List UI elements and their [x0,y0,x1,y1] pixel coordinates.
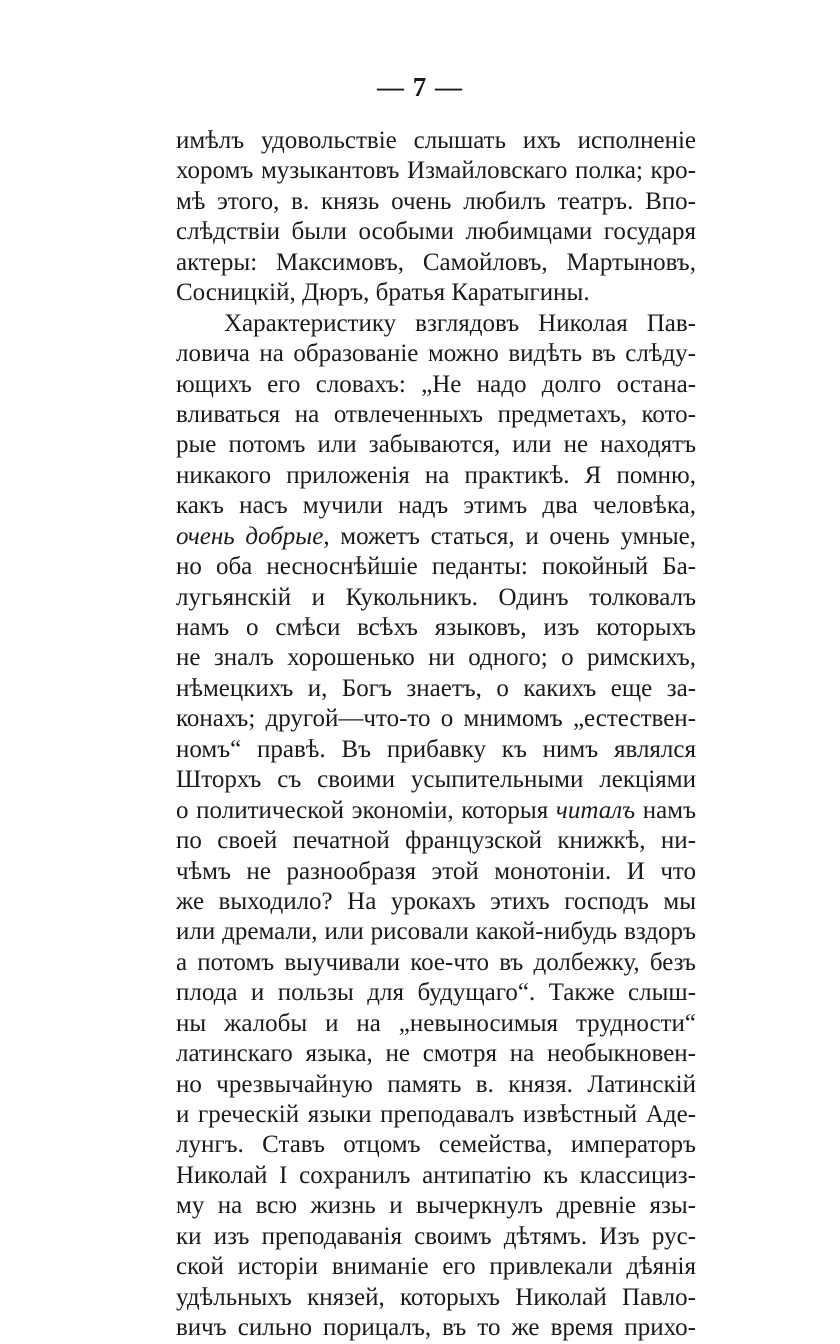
text-line: но чрезвычайную память в. князя. Латинскій [176,1070,696,1098]
text-line: имѣлъ удовольствіе слышать ихъ исполненіе [176,127,696,154]
text-line: Шторхъ съ своими усыпительными лекціями [176,766,696,794]
text-line: Характеристику взглядовъ Николая Пав- [224,309,696,337]
text-line: ны жалобы и на „невыносимыя трудности“ [176,1009,696,1037]
text-line: а потомъ выучивали кое-что въ долбежку, безъ [176,948,696,976]
text-fragment: , можетъ статься, и очень умные, [323,522,696,550]
text-line: Николай I сохранилъ антипатію къ классициз- [176,1161,696,1189]
text-line: чѣмъ не разнообразя этой монотоніи. И что [176,857,696,885]
text-line: мѣ этого, в. князь очень любилъ театръ. Впо- [176,187,696,215]
text-line-with-emphasis [176,522,696,552]
text-line: какъ насъ мучили надъ этимъ два человѣка, [176,492,696,520]
text-line: лугьянскій и Кукольникъ. Одинъ толковалъ [176,583,696,611]
text-line: рые потомъ или забываются, или не находятъ [176,431,696,459]
text-line: вливаться на отвлеченныхъ предметахъ, кото- [176,400,696,428]
text-line: никакого приложенія на практикѣ. Я помню, [176,461,696,489]
text-line: плода и пользы для будущаго“. Также слыш- [176,979,696,1007]
emphasis-text: очень добрые [176,522,324,550]
text-line: по своей печатной французской книжкѣ, ни- [176,827,696,855]
text-line: нѣмецкихъ и, Богъ знаетъ, о какихъ еще за- [176,674,696,702]
text-line: номъ“ правѣ. Въ прибавку къ нимъ являлся [176,735,696,763]
text-line: ки изъ преподаванія своимъ дѣтямъ. Изъ рус- [176,1222,696,1250]
page-number: — 7 — [377,72,463,102]
text-line: конахъ; другой—что-то о мнимомъ „естествен- [176,705,696,733]
text-line: и греческій языки преподавалъ извѣстный Аде- [176,1101,696,1128]
text-line: удѣльныхъ князей, которыхъ Николай Павло- [176,1283,696,1311]
text-line: Сосницкій, Дюръ, братья Каратыгины. [176,279,590,307]
text-line: не зналъ хорошенько ни одного; о римскихъ, [176,644,696,672]
body-text [176,126,696,1344]
text-line: ющихъ его словахъ: „Не надо долго остана- [176,370,696,398]
text-line: латинскаго языка, не смотря на необыкновен- [176,1040,696,1068]
text-line: актеры: Максимовъ, Самойловъ, Мартыновъ, [176,248,696,276]
text-line: но оба несноснѣйшіе педанты: покойный Ба- [176,553,696,581]
emphasis-text: читалъ [555,796,636,824]
text-line: лунгъ. Ставъ отцомъ семейства, императоръ [176,1131,696,1159]
text-line: слѣдствіи были особыми любимцами государя [176,218,696,246]
text-fragment: намъ [635,796,696,824]
text-line: вичъ сильно порицалъ, въ то же время прихо- [176,1314,696,1342]
text-line-with-emphasis [176,796,696,826]
text-line: намъ о смѣси всѣхъ языковъ, изъ которыхъ [176,614,696,641]
text-line: же выходило? На урокахъ этихъ господъ мы [176,887,696,915]
text-fragment: о политической экономіи, которыя [176,796,556,824]
text-line: или дремали, или рисовали какой-нибудь вздоръ [176,918,696,946]
text-line: ской исторіи вниманіе его привлекали дѣянія [176,1253,696,1281]
text-line: му на всю жизнь и вычеркнулъ древніе язы- [176,1192,696,1220]
text-line: ловича на образованіе можно видѣть въ слѣду- [176,340,696,368]
text-line: хоромъ музыкантовъ Измайловскаго полка; кро- [176,157,696,185]
